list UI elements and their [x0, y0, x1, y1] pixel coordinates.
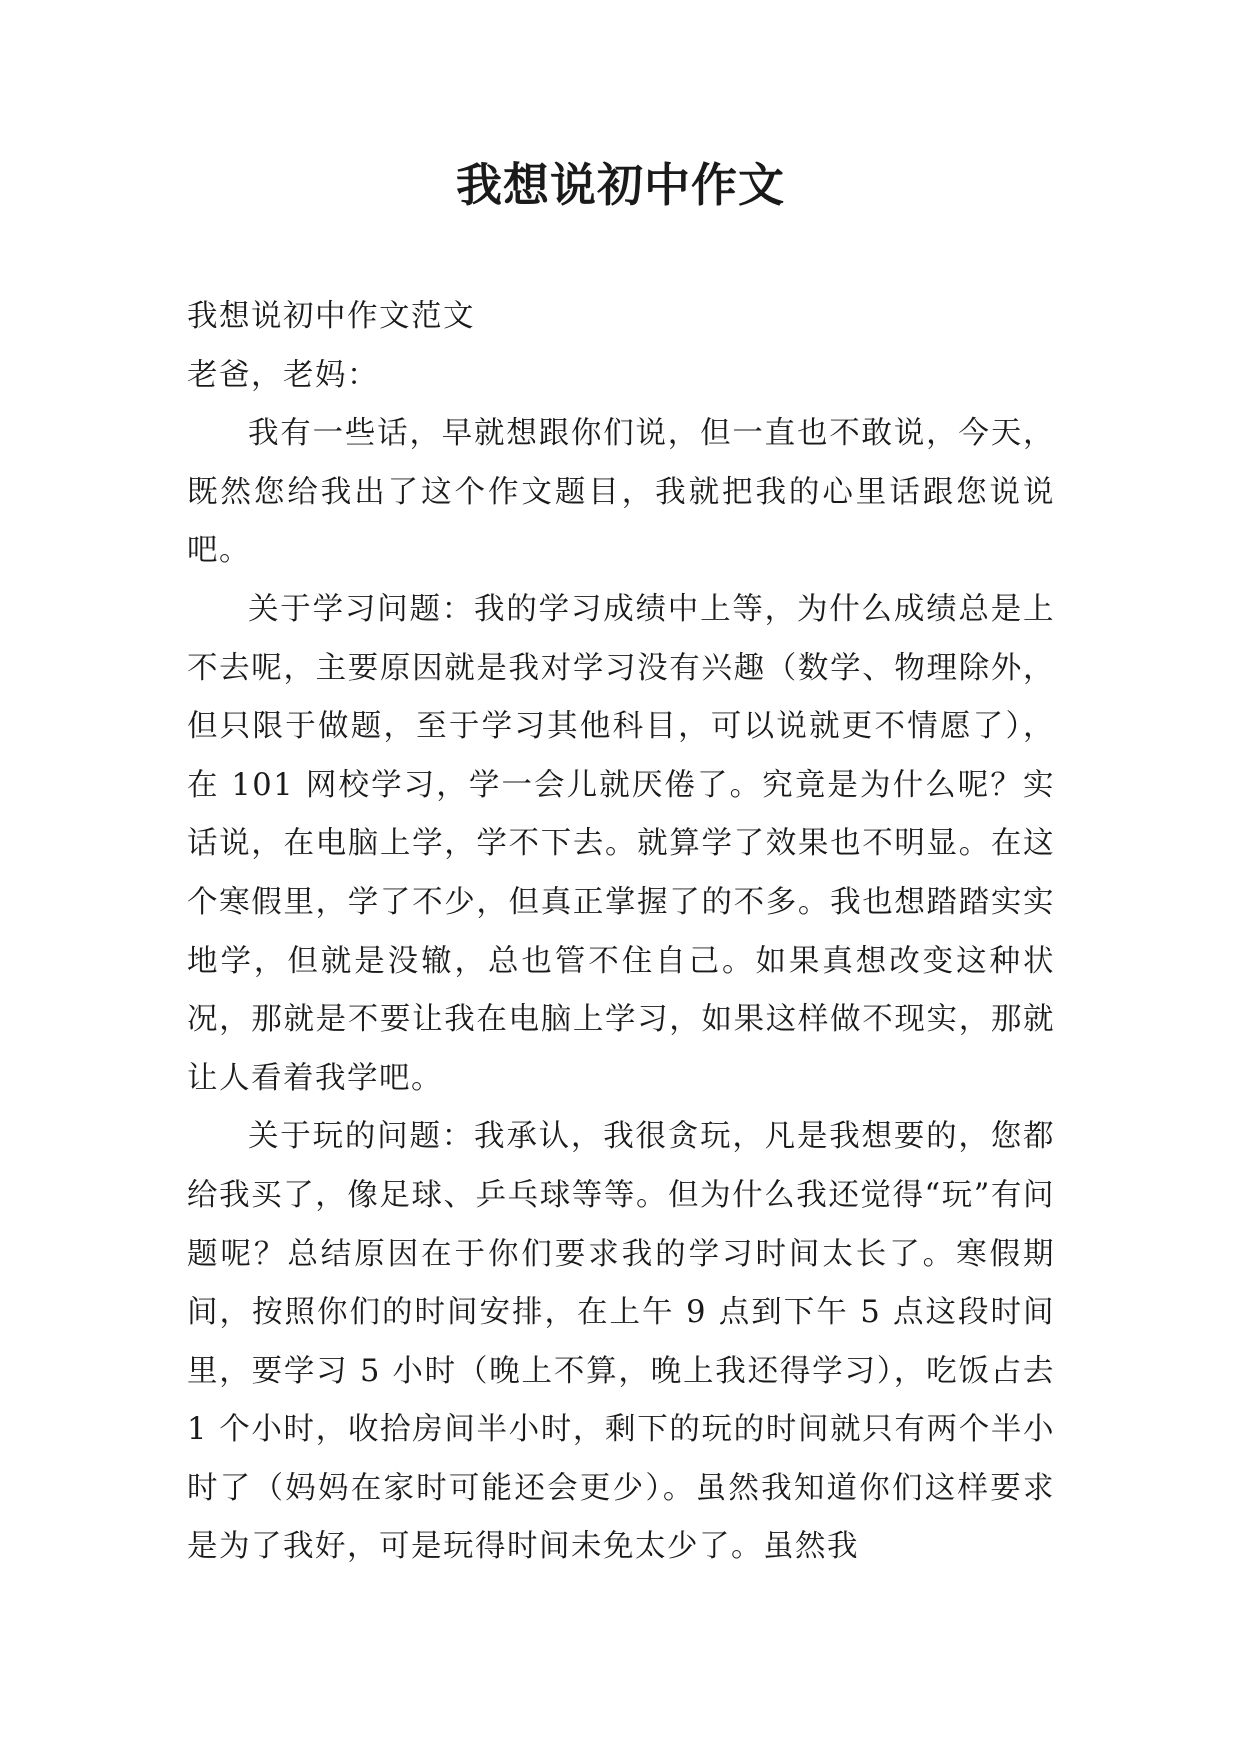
paragraph-study: 关于学习问题：我的学习成绩中上等，为什么成绩总是上不去呢，主要原因就是我对学习没有兴趣（数学、物理除外，但只限于做题，至于学习其他科目，可以说就更不情愿了），在 101 网校学习，学一会儿就厌倦了。究竟是为什么呢？实话说，在电脑上学，学不下去。就算学了效果也不明显。在这个寒假里，学了不少，但真正掌握了的不多。我也想踏踏实实地学，但就是没辙，总也管不住自己。如果真想改变这种状况，那就是不要让我在电脑上学习，如果这样做不现实，那就让人看着我学吧。 — [187, 591, 1055, 1096]
paragraph-play: 关于玩的问题：我承认，我很贪玩，凡是我想要的，您都给我买了，像足球、乒乓球等等。但为什么我还觉得“玩”有问题呢？总结原因在于你们要求我的学习时间太长了。寒假期间，按照你们的时间安排，在上午 9 点到下午 5 点这段时间里，要学习 5 小时（晚上不算，晚上我还得学习），吃饭占去 1 个小时，收拾房间半小时，剩下的玩的时间就只有两个半小时了（妈妈在家时可能还会更少）。虽然我知道你们这样要求是为了我好，可是玩得时间未免太少了。虽然我 — [187, 1119, 1055, 1565]
paragraph-intro: 我有一些话，早就想跟你们说，但一直也不敢说，今天，既然您给我出了这个作文题目，我就把我的心里话跟您说说吧。 — [187, 416, 1055, 569]
document-body — [187, 288, 1055, 1577]
salutation: 老爸，老妈： — [187, 357, 379, 393]
document-title: 我想说初中作文 — [456, 158, 785, 212]
document-subtitle: 我想说初中作文范文 — [187, 299, 475, 334]
